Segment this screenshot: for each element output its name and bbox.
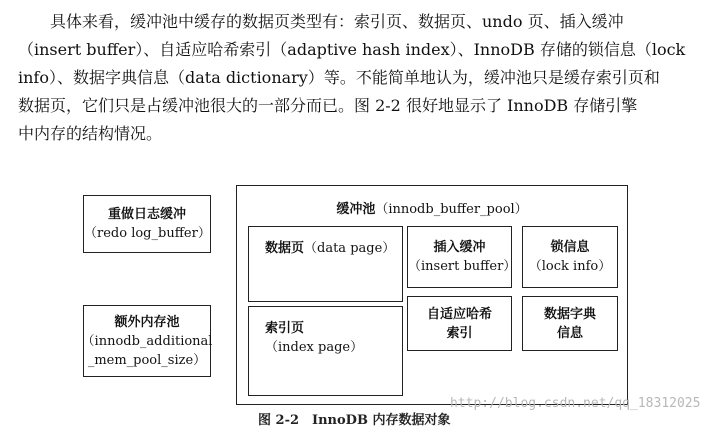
additional-mem-pool-sub2: _mem_pool_size） (87, 352, 207, 368)
redo-log-buffer-title: 重做日志缓冲 (107, 207, 186, 222)
body-paragraph (18, 8, 702, 148)
adaptive-hash-line1: 自适应哈希 (426, 306, 492, 322)
lock-info-sub: （lock info） (528, 259, 612, 274)
redo-log-buffer-box (83, 195, 211, 253)
data-dict-line2: 信息 (556, 325, 583, 341)
additional-mem-pool-sub1: （innodb_additional (81, 333, 213, 349)
buffer-pool-title-cn: 缓冲池 (336, 202, 376, 217)
buffer-pool-title (237, 198, 627, 217)
data-page-title: 数据页 (265, 241, 305, 256)
data-page-box (248, 226, 403, 302)
insert-buffer-sub: （insert buffer） (408, 259, 517, 274)
redo-log-buffer-sub: （redo log_buffer） (84, 226, 211, 241)
index-page-box (248, 306, 403, 396)
data-dict-line1: 数据字典 (543, 306, 596, 322)
data-dictionary-box (522, 296, 618, 351)
lock-info-title: 锁信息 (550, 240, 590, 255)
additional-mem-pool-title: 额外内存池 (114, 314, 180, 330)
insert-buffer-title: 插入缓冲 (433, 240, 486, 255)
insert-buffer-box (407, 226, 517, 288)
figure-caption: 图 2-2 InnoDB 内存数据对象 (258, 413, 451, 428)
paragraph-line: info）、数据字典信息（data dictionary）等。不能简单地认为，缓冲池只是缓存索引页和 (18, 68, 660, 87)
paragraph-line: 中内存的结构情况。 (18, 124, 163, 143)
lock-info-box (522, 226, 618, 288)
paragraph-line: （insert buffer）、自适应哈希索引（adaptive hash index）、InnoDB 存储的锁信息（lock (18, 40, 686, 59)
buffer-pool-title-en: （innodb_buffer_pool） (375, 202, 528, 217)
watermark: http://blog.csdn.net/qq_18312025 (450, 396, 701, 411)
paragraph-line: 具体来看，缓冲池中缓存的数据页类型有：索引页、数据页、undo 页、插入缓冲 (18, 12, 624, 31)
adaptive-hash-line2: 索引 (446, 325, 473, 341)
index-page-sub: （index page） (265, 340, 364, 355)
additional-mem-pool-box (83, 305, 211, 377)
adaptive-hash-index-box (407, 296, 512, 351)
paragraph-line: 数据页，它们只是占缓冲池很大的一部分而已。图 2-2 很好地显示了 InnoDB 存储引擎 (18, 96, 638, 115)
index-page-title: 索引页 (265, 321, 305, 336)
data-page-sub: （data page） (304, 241, 396, 256)
